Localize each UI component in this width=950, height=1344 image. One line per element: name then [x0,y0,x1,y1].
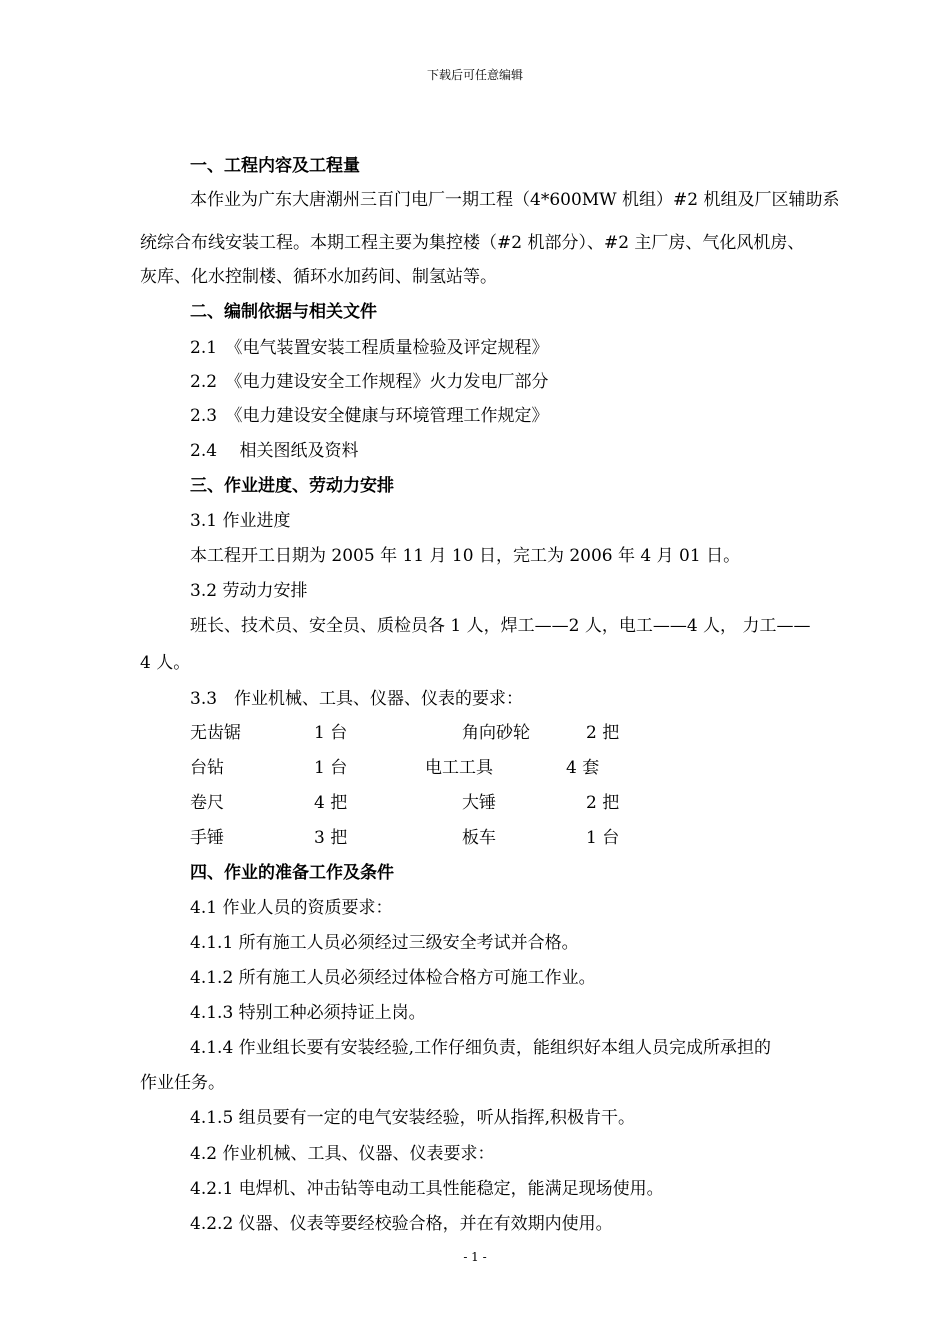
requirement-item: 4.1.1 所有施工人员必须经过三级安全考试并合格。 [190,933,579,953]
reference-item: 2.2 《电力建设安全工作规程》火力发电厂部分 [190,372,549,392]
tool-quantity: 2 把 [586,723,620,743]
subsection-title: 3.2 劳动力安排 [190,581,308,601]
requirement-item: 作业任务。 [140,1073,225,1093]
subsection-title: 3.3 作业机械、工具、仪器、仪表的要求： [190,689,524,709]
tool-name: 卷尺 [190,793,224,813]
subsection-title: 4.2 作业机械、工具、仪器、仪表要求： [190,1144,495,1164]
requirement-item: 4.1.3 特别工种必须持证上岗。 [190,1003,426,1023]
reference-item: 2.4 相关图纸及资料 [190,441,359,461]
section-1-paragraph-line: 灰库、化水控制楼、循环水加药间、制氢站等。 [140,267,497,287]
tool-quantity: 3 把 [314,828,348,848]
tool-name: 大锤 [462,793,496,813]
tool-name: 电工工具 [425,758,493,778]
tool-name: 台钻 [190,758,224,778]
tool-name: 板车 [462,828,496,848]
header-note: 下载后可任意编辑 [426,68,523,82]
section-3-heading: 三、作业进度、劳动力安排 [190,476,394,496]
tool-name: 无齿锯 [190,723,241,743]
tool-quantity: 4 套 [566,758,600,778]
section-2-heading: 二、编制依据与相关文件 [190,302,377,322]
requirement-item: 4.2.1 电焊机、冲击钻等电动工具性能稳定，能满足现场使用。 [190,1179,664,1199]
reference-item: 2.1 《电气装置安装工程质量检验及评定规程》 [190,338,549,358]
page-number: - 1 - [463,1250,487,1264]
requirement-item: 4.1.4 作业组长要有安装经验,工作仔细负责，能组织好本组人员完成所承担的 [190,1038,772,1058]
labor-text-line: 4 人。 [140,653,191,673]
section-1-heading: 一、工程内容及工程量 [190,156,360,176]
requirement-item: 4.1.5 组员要有一定的电气安装经验，听从指挥,积极肯干。 [190,1108,636,1128]
tool-name: 角向砂轮 [462,723,530,743]
subsection-title: 3.1 作业进度 [190,511,291,531]
requirement-item: 4.1.2 所有施工人员必须经过体检合格方可施工作业。 [190,968,596,988]
section-1-paragraph-line: 本作业为广东大唐潮州三百门电厂一期工程（4*600MW 机组）#2 机组及厂区辅助系 [190,190,840,210]
tool-quantity: 1 台 [314,758,348,778]
tool-quantity: 1 台 [586,828,620,848]
tool-quantity: 1 台 [314,723,348,743]
tool-quantity: 4 把 [314,793,348,813]
tool-name: 手锤 [190,828,224,848]
section-1-paragraph-line: 统综合布线安装工程。本期工程主要为集控楼（#2 机部分）、#2 主厂房、气化风机房、 [140,233,805,253]
reference-item: 2.3 《电力建设安全健康与环境管理工作规定》 [190,406,549,426]
section-4-heading: 四、作业的准备工作及条件 [190,863,394,883]
requirement-item: 4.2.2 仪器、仪表等要经校验合格，并在有效期内使用。 [190,1214,613,1234]
labor-text-line: 班长、技术员、安全员、质检员各 1 人，焊工——2 人，电工——4 人， 力工—— [190,616,811,636]
schedule-text: 本工程开工日期为 2005 年 11 月 10 日，完工为 2006 年 4 月 01 日。 [190,546,741,566]
subsection-title: 4.1 作业人员的资质要求： [190,898,393,918]
tool-quantity: 2 把 [586,793,620,813]
